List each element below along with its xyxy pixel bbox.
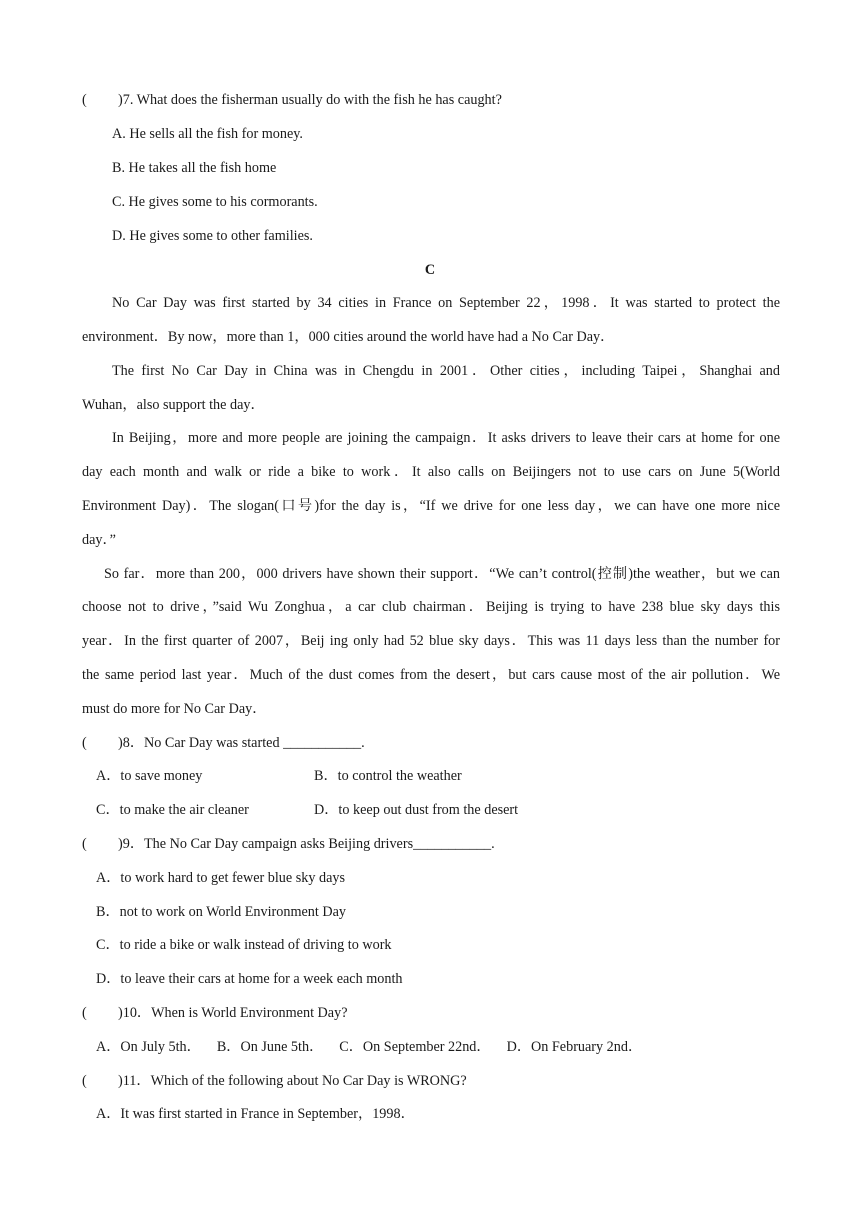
passage-title: C — [424, 262, 436, 278]
passage-line-6: day each month and walk or ride a bike to work．It also calls on Beijingers not to use cars on June 5(World — [82, 464, 780, 480]
passage-line-11: year．In the first quarter of 2007，Beij ing only had 52 blue sky days．This was 11 days less than the number for — [82, 633, 780, 649]
answer-blank: ( — [82, 92, 87, 108]
question-7 — [82, 90, 780, 110]
q8-options-row-2 — [96, 800, 780, 820]
q11-option-a: A．It was first started in France in September，1998． — [96, 1106, 415, 1122]
passage-line-2: environment．By now，more than 1，000 cities around the world have had a No Car Day． — [82, 329, 615, 345]
passage-line-10: choose not to drive，”said Wu Zonghua，a car club chairman．Beijing is trying to have 238 blue sky days this — [82, 599, 780, 615]
q7-option-d: D. He gives some to other families. — [112, 228, 313, 244]
answer-blank: ( — [82, 1073, 87, 1089]
passage-line-12: the same period last year．Much of the dust comes from the desert，but cars cause most of the air pollution．We — [82, 667, 780, 683]
q10-option-c: C．On September 22nd． — [339, 1039, 491, 1055]
q7-option-c: C. He gives some to his cormorants. — [112, 194, 318, 210]
q9-option-d: D．to leave their cars at home for a week each month — [96, 971, 403, 987]
passage-line-5: In Beijing，more and more people are joining the campaign．It asks drivers to leave their cars at home for one — [112, 430, 780, 446]
answer-blank: ( — [82, 1005, 87, 1021]
passage-line-9: So far．more than 200，000 drivers have shown their support．“We can’t control(控制)the weather，but we can — [104, 566, 780, 582]
q8-options-row-1 — [96, 766, 780, 786]
q10-option-b: B．On June 5th． — [216, 1039, 324, 1055]
passage-line-13: must do more for No Car Day． — [82, 701, 267, 717]
q9-option-b: B．not to work on World Environment Day — [96, 904, 347, 920]
question-9 — [82, 834, 780, 854]
q8-option-d: D．to keep out dust from the desert — [314, 802, 519, 818]
q8-option-b: B．to control the weather — [314, 768, 462, 784]
q7-option-a: A. He sells all the fish for money. — [112, 126, 303, 142]
q8-option-a: A．to save money — [96, 768, 203, 784]
passage-line-3: The first No Car Day in China was in Chengdu in 2001．Other cities，including Taipei，Shanghai and — [112, 363, 780, 379]
answer-blank: ( — [82, 735, 87, 751]
passage-line-8: day．” — [82, 532, 116, 548]
passage-line-4: Wuhan，also support the day． — [82, 397, 265, 413]
q10-option-d: D．On February 2nd． — [506, 1039, 643, 1055]
q9-option-a: A．to work hard to get fewer blue sky days — [96, 870, 346, 886]
question-8 — [82, 733, 780, 753]
question-11-text: )11．Which of the following about No Car Day is WRONG? — [118, 1073, 467, 1089]
question-10-text: )10．When is World Environment Day? — [118, 1005, 348, 1021]
q8-option-c: C．to make the air cleaner — [96, 802, 249, 818]
q10-option-a: A．On July 5th． — [96, 1039, 201, 1055]
question-10 — [82, 1003, 780, 1023]
q7-option-b: B. He takes all the fish home — [112, 160, 277, 176]
question-7-text: )7. What does the fisherman usually do with the fish he has caught? — [118, 92, 502, 108]
question-8-text: )8．No Car Day was started ___________. — [118, 735, 365, 751]
q9-option-c: C．to ride a bike or walk instead of driving to work — [96, 937, 392, 953]
q10-options-row — [96, 1037, 780, 1057]
passage-line-1: No Car Day was first started by 34 cities in France on September 22，1998．It was started to protect the — [112, 295, 780, 311]
question-9-text: )9．The No Car Day campaign asks Beijing drivers___________. — [118, 836, 495, 852]
passage-line-7: Environment Day)．The slogan(口号)for the day is，“If we drive for one less day，we can have one more nice — [82, 498, 780, 514]
answer-blank: ( — [82, 836, 87, 852]
question-11 — [82, 1071, 780, 1091]
